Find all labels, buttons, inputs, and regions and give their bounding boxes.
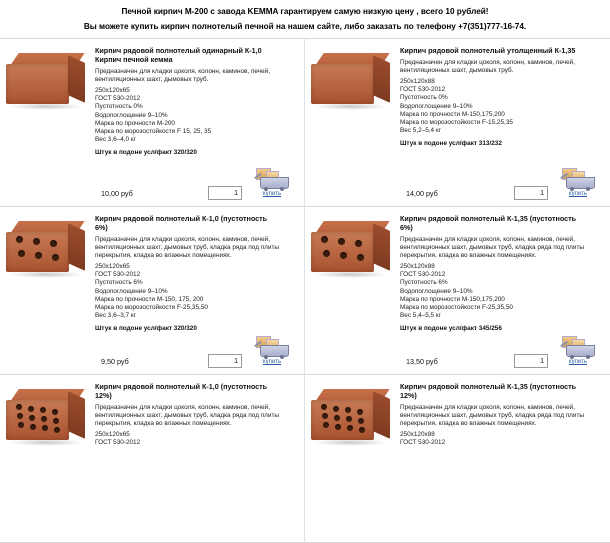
product-pallet-info: Штук в подоне усл/факт 320/320 bbox=[95, 149, 197, 157]
product-spec: ГОСТ 530-2012 bbox=[400, 439, 446, 447]
shopping-cart-icon bbox=[558, 168, 598, 190]
product-title bbox=[95, 214, 298, 232]
product-spec: Вес 3,6–3,7 кг bbox=[95, 312, 137, 320]
product-title-line1: Кирпич рядовой полнотелый утолщенный К-1,35 bbox=[400, 46, 576, 55]
brick-illustration bbox=[6, 53, 88, 111]
product-title-line2: 6%) bbox=[400, 223, 413, 232]
product-spec: Марка по морозостойкости F 15, 25, 35 bbox=[95, 128, 212, 136]
product-card[interactable] bbox=[0, 39, 305, 207]
product-info bbox=[93, 207, 304, 374]
product-image[interactable] bbox=[0, 375, 93, 542]
product-info bbox=[93, 39, 304, 206]
purchase-row bbox=[93, 170, 304, 200]
brick-side-face bbox=[311, 64, 374, 104]
brick-illustration bbox=[311, 389, 393, 447]
product-spec: Марка по прочности М-150, 175, 200 bbox=[95, 295, 204, 303]
brick-illustration bbox=[311, 221, 393, 279]
product-intro: Предназначен для кладки цоколя, колонн, каминов, печей, вентиляционных шахт, дымовых труб, кладка ряда под плиты перекрытия, кладка во влажных помещениях. bbox=[95, 236, 279, 259]
product-title bbox=[95, 46, 298, 64]
product-intro: Предназначен для кладки цоколя, колонн, каминов, печей, вентиляционных шахт, дымовых труб. bbox=[400, 59, 576, 74]
product-description bbox=[400, 236, 604, 333]
product-image[interactable] bbox=[305, 207, 398, 374]
product-spec: ГОСТ 530-2012 bbox=[95, 95, 141, 103]
product-spec: 250х120х65 bbox=[95, 87, 130, 94]
quantity-input[interactable]: 1 bbox=[514, 354, 548, 368]
product-spec: 250х120х65 bbox=[95, 263, 130, 270]
product-title bbox=[400, 214, 604, 232]
product-intro: Предназначен для кладки цоколя, колонн, каминов, печей, вентиляционных шахт, дымовых труб, кладка ряда под плиты перекрытия, кладка во влажных помещениях. bbox=[95, 404, 279, 427]
product-price: 13,50 руб bbox=[406, 357, 438, 366]
product-card[interactable] bbox=[0, 207, 305, 375]
product-spec: ГОСТ 530-2012 bbox=[400, 86, 446, 94]
product-spec: Марка по прочности М-150,175,200 bbox=[400, 110, 505, 118]
product-description bbox=[95, 236, 298, 333]
brick-holes bbox=[16, 236, 62, 264]
product-title bbox=[95, 382, 298, 400]
product-info bbox=[93, 375, 304, 542]
product-info bbox=[398, 207, 610, 374]
brick-end-face bbox=[68, 55, 85, 103]
add-to-cart-button[interactable] bbox=[246, 168, 298, 202]
product-spec: 250х120х88 bbox=[400, 263, 435, 270]
product-spec: Вес 3,6–4,0 кг bbox=[95, 136, 137, 144]
product-spec: Водопоглощение 9–10% bbox=[400, 287, 473, 295]
product-price: 14,00 руб bbox=[406, 189, 438, 198]
brick-shadow bbox=[313, 103, 389, 110]
product-info bbox=[398, 39, 610, 206]
product-spec: Марка по прочности М-200 bbox=[95, 119, 175, 127]
product-image[interactable] bbox=[305, 39, 398, 206]
brick-illustration bbox=[6, 389, 88, 447]
add-to-cart-label[interactable]: купить bbox=[568, 191, 588, 197]
brick-end-face bbox=[373, 391, 390, 439]
purchase-row bbox=[398, 170, 610, 200]
product-card[interactable] bbox=[0, 375, 305, 543]
product-intro: Предназначен для кладки цоколя, колонн, каминов, печей, вентиляционных шахт, дымовых труб, кладка ряда под плиты перекрытия, кладка во влажных помещениях. bbox=[400, 236, 584, 259]
product-spec: ГОСТ 530-2012 bbox=[95, 271, 141, 279]
add-to-cart-button[interactable] bbox=[552, 336, 604, 370]
product-spec: Марка по прочности М-150,175,200 bbox=[400, 295, 505, 303]
quantity-input[interactable]: 1 bbox=[514, 186, 548, 200]
brick-shadow bbox=[8, 271, 84, 278]
product-intro: Предназначен для кладки цоколя, колонн, каминов, печей, вентиляционных шахт, дымовых труб, кладка ряда под плиты перекрытия, кладка во влажных помещениях. bbox=[400, 404, 584, 427]
product-spec: 250х120х88 bbox=[400, 431, 435, 438]
product-grid bbox=[0, 38, 610, 543]
brick-illustration bbox=[6, 221, 88, 279]
product-info bbox=[398, 375, 610, 542]
product-spec: Марка по морозостойкости F-25,35,50 bbox=[95, 304, 208, 312]
add-to-cart-button[interactable] bbox=[552, 168, 604, 202]
product-title bbox=[400, 46, 604, 55]
product-price: 10,00 руб bbox=[101, 189, 133, 198]
shopping-cart-icon bbox=[252, 336, 292, 358]
brick-side-face bbox=[6, 64, 69, 104]
product-card[interactable] bbox=[305, 39, 610, 207]
product-title-line2: 12%) bbox=[400, 391, 417, 400]
promo-headline-2: Вы можете купить кирпич полнотелый печной на нашем сайте, либо заказать по телефону +7(351)777-16-74. bbox=[83, 22, 527, 31]
product-spec: Пустотность 6% bbox=[400, 279, 448, 287]
brick-end-face bbox=[68, 391, 85, 439]
brick-shadow bbox=[313, 271, 389, 278]
brick-end-face bbox=[68, 223, 85, 271]
purchase-row bbox=[93, 338, 304, 368]
brick-shadow bbox=[8, 439, 84, 446]
quantity-input[interactable]: 1 bbox=[208, 186, 242, 200]
product-title-line2: 6%) bbox=[95, 223, 108, 232]
product-title-line1: Кирпич рядовой полнотелый К-1,0 (пустотность bbox=[95, 382, 268, 391]
product-spec: Вес 5,4–5,5 кг bbox=[400, 312, 442, 320]
product-title-line2: Кирпич печной кемма bbox=[95, 55, 173, 64]
product-price: 9,50 руб bbox=[101, 357, 129, 366]
shopping-cart-icon bbox=[252, 168, 292, 190]
quantity-input[interactable]: 1 bbox=[208, 354, 242, 368]
product-spec: Марка по морозостойкости F-15,25,35 bbox=[400, 119, 513, 127]
product-description bbox=[95, 404, 298, 447]
product-intro: Предназначен для кладки цоколя, колонн, каминов, печей, вентиляционных шахт, дымовых труб. bbox=[95, 68, 271, 83]
product-spec: Водопоглощение 9–10% bbox=[95, 111, 168, 119]
product-spec: ГОСТ 530-2012 bbox=[95, 439, 141, 447]
product-pallet-info: Штук в подоне усл/факт 320/320 bbox=[95, 325, 197, 333]
product-spec: 250х120х65 bbox=[95, 431, 130, 438]
product-image[interactable] bbox=[0, 39, 93, 206]
brick-holes bbox=[321, 236, 367, 264]
product-spec: Пустотность 0% bbox=[95, 103, 143, 111]
product-title-line1: Кирпич рядовой полнотелый К-1,35 (пустотность bbox=[400, 382, 577, 391]
product-description bbox=[95, 68, 298, 157]
product-image[interactable] bbox=[305, 375, 398, 542]
product-pallet-info: Штук в подоне усл/факт 345/256 bbox=[400, 325, 502, 333]
product-spec: Водопоглощение 9–10% bbox=[95, 287, 168, 295]
brick-illustration bbox=[311, 53, 393, 111]
brick-holes bbox=[16, 404, 62, 432]
product-pallet-info: Штук в подоне усл/факт 313/232 bbox=[400, 140, 502, 148]
product-spec: Вес 5,2–5,4 кг bbox=[400, 127, 442, 135]
promo-headline-1: Печной кирпич М-200 с завода KEMMA гарантируем самую низкую цену , всего 10 рублей! bbox=[121, 7, 489, 16]
product-title-line2: 12%) bbox=[95, 391, 112, 400]
product-description bbox=[400, 404, 604, 447]
product-title-line1: Кирпич рядовой полнотелый К-1,0 (пустотность bbox=[95, 214, 268, 223]
add-to-cart-label[interactable]: купить bbox=[262, 359, 282, 365]
purchase-row bbox=[398, 338, 610, 368]
add-to-cart-label[interactable]: купить bbox=[262, 191, 282, 197]
brick-shadow bbox=[8, 103, 84, 110]
add-to-cart-button[interactable] bbox=[246, 336, 298, 370]
brick-end-face bbox=[373, 223, 390, 271]
product-image[interactable] bbox=[0, 207, 93, 374]
brick-shadow bbox=[313, 439, 389, 446]
product-spec: Водопоглощение 9–10% bbox=[400, 102, 473, 110]
shopping-cart-icon bbox=[558, 336, 598, 358]
brick-holes bbox=[321, 404, 367, 432]
product-spec: 250х120х88 bbox=[400, 78, 435, 85]
product-title bbox=[400, 382, 604, 400]
product-card[interactable] bbox=[305, 375, 610, 543]
product-spec: Пустотность 6% bbox=[95, 279, 143, 287]
product-spec: ГОСТ 530-2012 bbox=[400, 271, 446, 279]
product-spec: Пустотность 0% bbox=[400, 94, 448, 102]
add-to-cart-label[interactable]: купить bbox=[568, 359, 588, 365]
brick-end-face bbox=[373, 55, 390, 103]
product-spec: Марка по морозостойкости F-25,35,50 bbox=[400, 304, 513, 312]
product-title-line1: Кирпич рядовой полнотелый одинарный К-1,0 bbox=[95, 46, 262, 55]
product-title-line1: Кирпич рядовой полнотелый К-1,35 (пустотность bbox=[400, 214, 577, 223]
product-card[interactable] bbox=[305, 207, 610, 375]
promo-header bbox=[0, 0, 610, 38]
product-description bbox=[400, 59, 604, 148]
